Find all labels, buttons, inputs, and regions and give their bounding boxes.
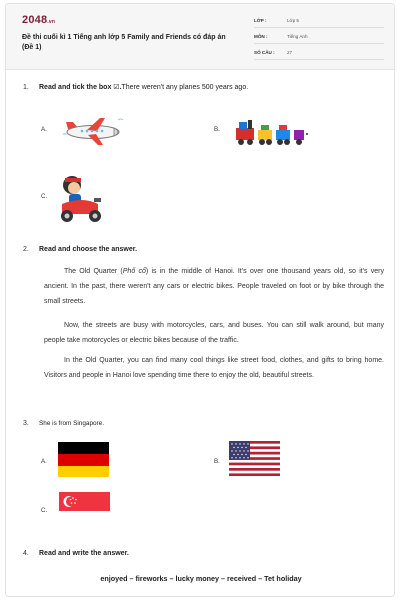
airplane-icon[interactable] — [60, 114, 124, 148]
question-1 — [23, 83, 383, 95]
meta-value: 27 — [287, 50, 293, 55]
meta-label: LỚP : — [254, 18, 267, 23]
passage-italic-term: Phố cổ — [122, 268, 146, 275]
option-c-label: C. — [41, 507, 48, 514]
question-instruction: Read and write the answer. — [39, 550, 129, 557]
question-3 — [23, 419, 383, 431]
question-number: 4. — [23, 550, 29, 557]
meta-subject — [254, 30, 384, 44]
meta-label: SỐ CÂU : — [254, 50, 275, 55]
question-number: 1. — [23, 84, 29, 91]
meta-value: Lớp 5 — [287, 18, 299, 23]
option-c-label: C. — [41, 193, 48, 200]
question-instruction: Read and choose the answer. — [39, 246, 138, 253]
germany-flag-icon[interactable] — [58, 442, 109, 477]
toy-train-icon[interactable] — [234, 116, 310, 150]
question-prompt: She is from Singapore. — [39, 420, 105, 427]
motorcycle-rider-icon[interactable] — [54, 174, 110, 224]
passage-text: ) is in the middle of Hanoi. It's over one thousand years old, so it's very ancient. In the past, there weren't any cars or electric bikes. People traveled on foot or by bike through the small streets. — [44, 268, 385, 305]
meta-value: Tiếng Anh — [287, 34, 308, 39]
passage-paragraph-2 — [44, 318, 384, 348]
option-b-label: B. — [214, 126, 220, 133]
meta-label: MÔN : — [254, 34, 268, 39]
passage-text: In the Old Quarter, you can find many cool things like street food, clothes, and gifts to bring home. Visitors and people in Hanoi love spending time there to enjoy the old, beautiful streets. — [44, 357, 384, 379]
worksheet-page — [5, 3, 395, 597]
header — [6, 4, 394, 70]
meta-question-count — [254, 46, 384, 60]
passage-paragraph-3 — [44, 353, 384, 383]
document-title: Đề thi cuối kì 1 Tiếng anh lớp 5 Family and Friends có đáp án (Đề 1) — [22, 34, 226, 51]
usa-flag-icon[interactable] — [229, 441, 280, 476]
logo[interactable] — [22, 14, 55, 26]
question-instruction: Read and tick the box ☑. — [39, 84, 122, 91]
question-4 — [23, 549, 383, 561]
passage-text: The Old Quarter ( — [64, 268, 123, 275]
meta-grade — [254, 14, 384, 28]
logo-main: 2048 — [22, 14, 48, 26]
passage-paragraph-1 — [44, 264, 384, 309]
question-prompt: There weren't any planes 500 years ago. — [121, 84, 249, 91]
question-number: 3. — [23, 420, 29, 427]
option-a-label: A. — [41, 458, 47, 465]
passage-text: Now, the streets are busy with motorcycles, cars, and buses. You can still walk around, but many people take motorcycles or electric bikes because of the traffic. — [44, 322, 384, 344]
question-2 — [23, 245, 383, 257]
option-a-label: A. — [41, 126, 47, 133]
singapore-flag-icon[interactable] — [59, 492, 110, 511]
logo-suffix: .vn — [47, 19, 56, 25]
question-text — [39, 83, 248, 93]
word-bank: enjoyed – fireworks – lucky money – received – Tet holiday — [100, 574, 302, 583]
question-number: 2. — [23, 246, 29, 253]
option-b-label: B. — [214, 458, 220, 465]
